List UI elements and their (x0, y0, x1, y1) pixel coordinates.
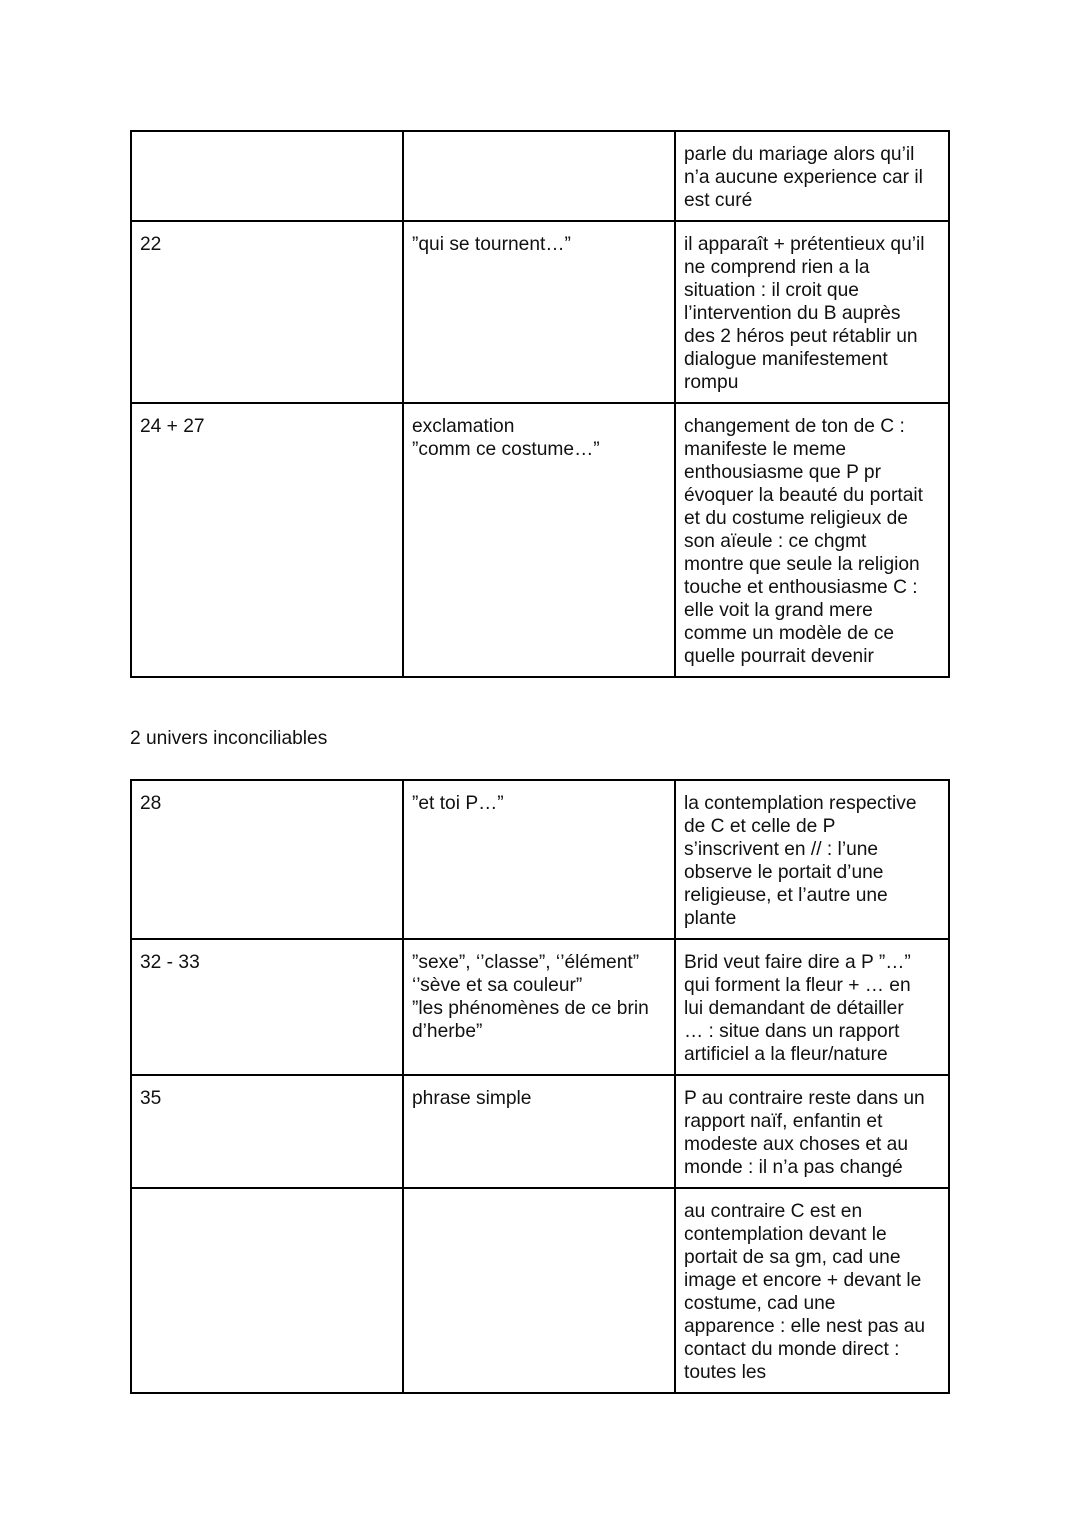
quote-cell: exclamation ”comm ce costume…” (403, 403, 675, 677)
table-row (131, 403, 949, 677)
table-row (131, 1188, 949, 1393)
table-row (131, 221, 949, 403)
quote-cell (403, 131, 675, 221)
table-row (131, 131, 949, 221)
line-ref-cell (131, 131, 403, 221)
comment-cell: Brid veut faire dire a P ”…” qui forment la fleur + … en lui demandant de détailler … : situe dans un rapport artificiel a la fleur/nature (675, 939, 949, 1075)
quote-cell: ”qui se tournent…” (403, 221, 675, 403)
quote-cell: ”sexe”, ‘’classe”, ‘’élément” ‘’sève et sa couleur” ”les phénomènes de ce brin d’herbe” (403, 939, 675, 1075)
quote-cell: phrase simple (403, 1075, 675, 1188)
analysis-table-1 (130, 130, 950, 678)
line-ref-cell: 28 (131, 780, 403, 939)
table-row (131, 780, 949, 939)
line-ref-cell: 35 (131, 1075, 403, 1188)
table-row (131, 1075, 949, 1188)
section-heading: 2 univers inconciliables (130, 728, 328, 749)
comment-cell: il apparaît + prétentieux qu’il ne comprend rien a la situation : il croit que l’intervention du B auprès des 2 héros peut rétablir un dialogue manifestement rompu (675, 221, 949, 403)
line-ref-cell: 24 + 27 (131, 403, 403, 677)
comment-cell: au contraire C est en contemplation devant le portait de sa gm, cad une image et encore + devant le costume, cad une apparence : elle nest pas au contact du monde direct : toutes les (675, 1188, 949, 1393)
comment-cell: P au contraire reste dans un rapport naïf, enfantin et modeste aux choses et au monde : il n’a pas changé (675, 1075, 949, 1188)
table-row (131, 939, 949, 1075)
comment-cell: changement de ton de C : manifeste le meme enthousiasme que P pr évoquer la beauté du portait et du costume religieux de son aïeule : ce chgmt montre que seule la religion touche et enthousiasme C : elle voit la grand mere comme un modèle de ce quelle pourrait devenir (675, 403, 949, 677)
analysis-table-2 (130, 779, 950, 1394)
line-ref-cell: 32 - 33 (131, 939, 403, 1075)
quote-cell (403, 1188, 675, 1393)
line-ref-cell (131, 1188, 403, 1393)
comment-cell: parle du mariage alors qu’il n’a aucune experience car il est curé (675, 131, 949, 221)
comment-cell: la contemplation respective de C et celle de P s’inscrivent en // : l’une observe le portait d’une religieuse, et l’autre une plante (675, 780, 949, 939)
quote-cell: ”et toi P…” (403, 780, 675, 939)
line-ref-cell: 22 (131, 221, 403, 403)
